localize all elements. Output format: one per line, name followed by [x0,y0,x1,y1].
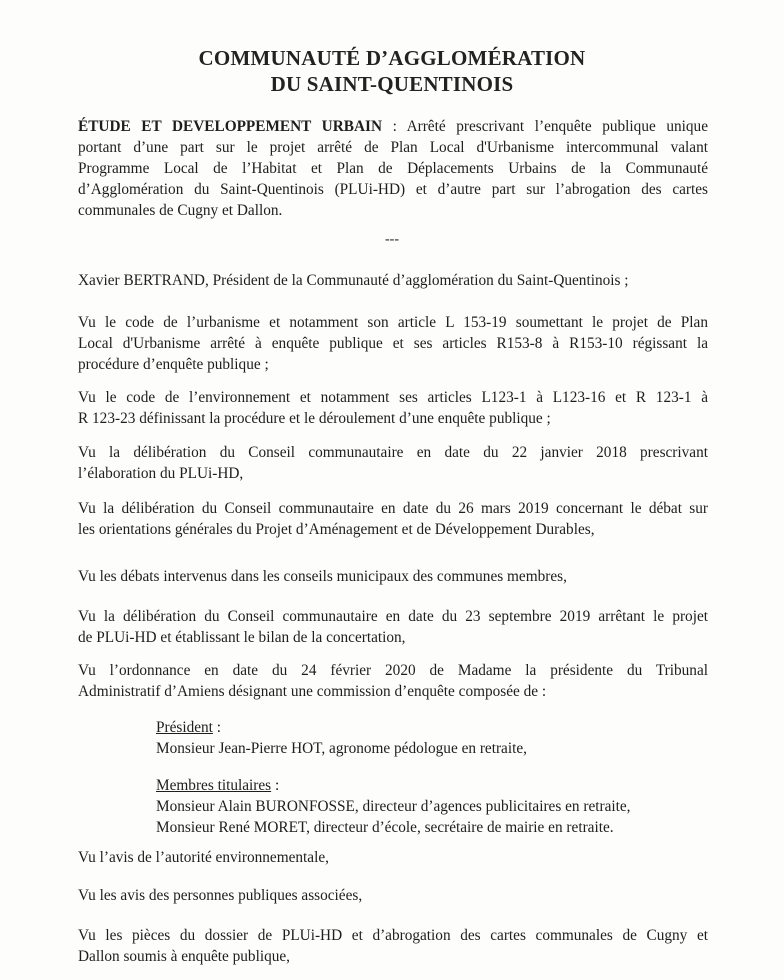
pieces-line-2: Dallon soumis à enquête publique, [78,948,290,965]
commission-members-block [156,775,716,838]
intro-paragraph [78,116,708,221]
commission-members-label: Membres titulaires [156,777,272,794]
pieces-line-1: Vu les pièces du dossier de PLUi-HD et d’abrogation des cartes communales de Cugny et [78,927,708,944]
avis-personnes-line: Vu les avis des personnes publiques associées, [78,887,363,904]
intro-line1-rest: : Arrêté prescrivant l’enquête publique unique [382,118,708,135]
deliberation-2018-line-2: l’élaboration du PLUi-HD, [78,465,244,482]
avis-personnes-paragraph [78,885,708,906]
deliberation-2018-line-1: Vu la délibération du Conseil communautaire en date du 22 janvier 2018 prescrivant [78,444,708,461]
commission-president-heading [156,717,716,738]
intro-line-4: d’Agglomération du Saint-Quentinois (PLUi-HD) et d’autre part sur l’abrogation des cartes [78,181,708,198]
intro-heading: ÉTUDE ET DEVELOPPEMENT URBAIN [78,118,383,135]
intro-line-2: portant d’une part sur le projet arrêté de Plan Local d'Urbanisme intercommunal valant [78,139,708,156]
ordonnance-line-2: Administratif d’Amiens désignant une commission d’enquête composée de : [78,683,547,700]
code-urbanisme-line-3: procédure d’enquête publique ; [78,356,269,373]
commission-president-name: Monsieur Jean-Pierre HOT, agronome pédologue en retraite, [156,740,527,757]
commission-member-1: Monsieur Alain BURONFOSSE, directeur d’agences publicitaires en retraite, [156,798,631,815]
code-environnement-line-2: R 123-23 définissant la procédure et le déroulement d’une enquête publique ; [78,410,551,427]
deliberation-2019-sept-line-1: Vu la délibération du Conseil communautaire en date du 23 septembre 2019 arrêtant le projet [78,608,708,625]
pieces-paragraph [78,925,708,967]
commission-member-2: Monsieur René MORET, directeur d’école, secrétaire de mairie en retraite. [156,819,614,836]
debats-paragraph [78,566,708,587]
code-urbanisme-line-2: Local d'Urbanisme arrêté à enquête publique et ses articles R153-8 à R153-10 régissant la [78,335,708,352]
commission-members-colon: : [271,777,280,794]
ordonnance-line-1: Vu l’ordonnance en date du 24 février 2020 de Madame la présidente du Tribunal [78,662,708,679]
code-urbanisme-line-1: Vu le code de l’urbanisme et notamment son article L 153-19 soumettant le projet de Plan [78,314,708,331]
commission-members-heading [156,775,716,796]
commission-president-block [156,717,716,759]
commission-president-label: Président [156,719,213,736]
avis-autorite-line: Vu l’avis de l’autorité environnementale, [78,849,329,866]
deliberation-2019-sept-paragraph [78,606,708,648]
president-paragraph [78,270,708,291]
document-title-line2: DU SAINT-QUENTINOIS [270,72,514,96]
president-line: Xavier BERTRAND, Président de la Communauté d’agglomération du Saint-Quentinois ; [78,272,629,289]
document-title-line1: COMMUNAUTÉ D’AGGLOMÉRATION [198,46,586,70]
intro-line-1 [78,116,708,137]
separator: --- [385,232,399,247]
debats-line: Vu les débats intervenus dans les conseils municipaux des communes membres, [78,568,567,585]
deliberation-2019-sept-line-2: de PLUi-HD et établissant le bilan de la concertation, [78,629,406,646]
ordonnance-paragraph [78,660,708,702]
commission-president-colon: : [212,719,222,736]
deliberation-2018-paragraph [78,442,708,484]
intro-line-3: Programme Local de l’Habitat et Plan de Déplacements Urbains de la Communauté [78,160,708,177]
intro-line-5: communales de Cugny et Dallon. [78,202,283,219]
code-urbanisme-paragraph [78,312,708,375]
code-environnement-line-1: Vu le code de l’environnement et notamment ses articles L123-1 à L123-16 et R 123-1 à [78,389,708,406]
deliberation-2019-mars-line-1: Vu la délibération du Conseil communautaire en date du 26 mars 2019 concernant le débat sur [78,500,708,517]
avis-autorite-paragraph [78,847,708,868]
code-environnement-paragraph [78,387,708,429]
deliberation-2019-mars-line-2: les orientations générales du Projet d’Aménagement et de Développement Durables, [78,521,595,538]
deliberation-2019-mars-paragraph [78,498,708,540]
